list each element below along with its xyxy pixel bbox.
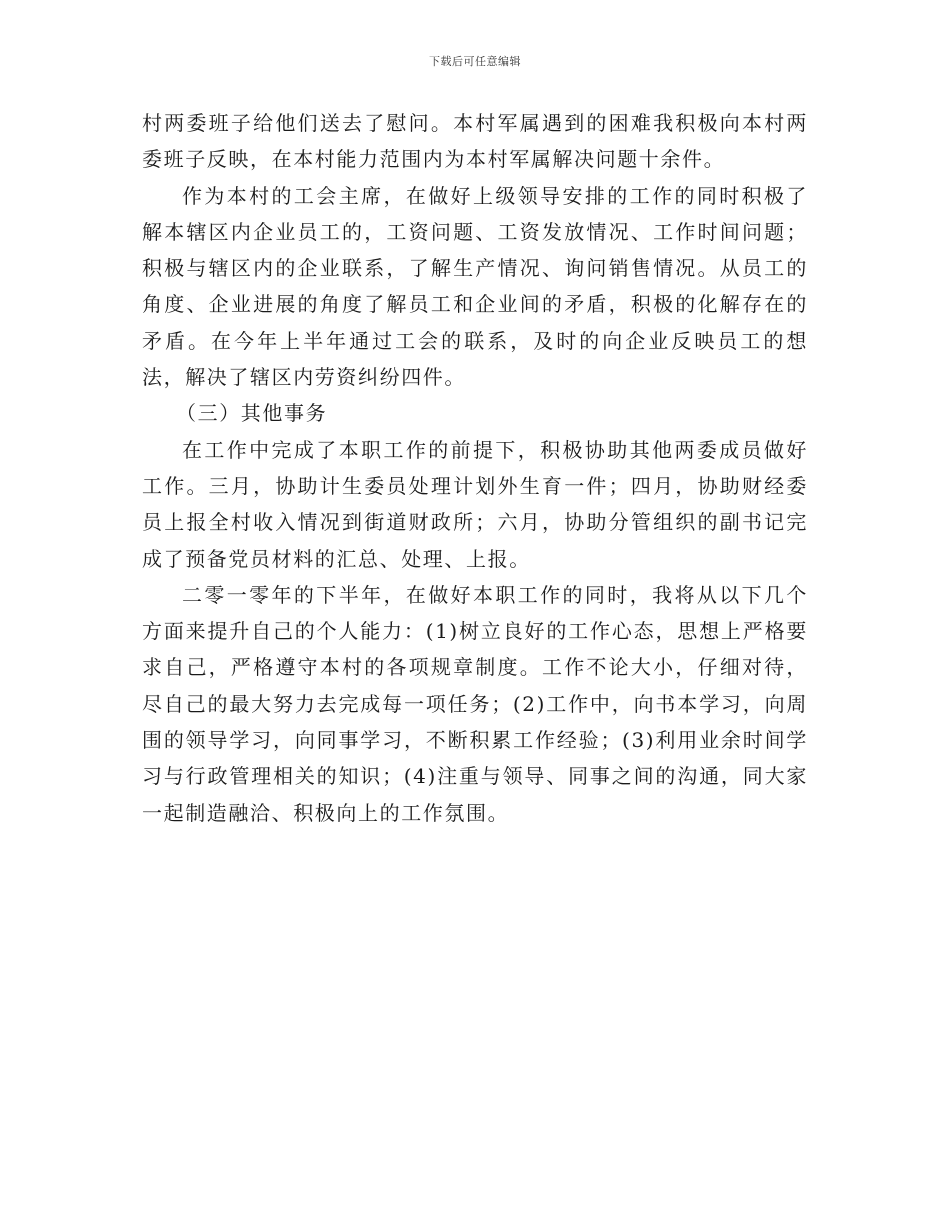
paragraph-assist-work: 在工作中完成了本职工作的前提下，积极协助其他两委成员做好工作。三月，协助计生委员处理计划外生育一件；四月，协助财经委员上报全村收入情况到街道财政所；六月，协助分管组织的副书记完成了预备党员材料的汇总、处理、上报。 (142, 437, 808, 571)
paragraph-union-chair: 作为本村的工会主席，在做好上级领导安排的工作的同时积极了解本辖区内企业员工的，工资问题、工资发放情况、工作时间问题；积极与辖区内的企业联系，了解生产情况、询问销售情况。从员工的角度、企业进展的角度了解员工和企业间的矛盾，积极的化解存在的矛盾。在今年上半年通过工会的联系，及时的向企业反映员工的想法，解决了辖区内劳资纠纷四件。 (142, 183, 808, 390)
page-header: 下载后可任意编辑 (429, 55, 521, 68)
paragraph-continuation: 村两委班子给他们送去了慰问。本村军属遇到的困难我积极向本村两委班子反映，在本村能力范围内为本村军属解决问题十余件。 (142, 111, 808, 172)
document-body (142, 105, 808, 831)
section-heading-other-affairs: （三）其他事务 (176, 401, 328, 426)
paragraph-second-half-plan: 二零一零年的下半年，在做好本职工作的同时，我将从以下几个方面来提升自己的个人能力：(1)树立良好的工作心态，思想上严格要求自己，严格遵守本村的各项规章制度。工作不论大小，仔细对待，尽自己的最大努力去完成每一项任务；(2)工作中，向书本学习，向周围的领导学习，向同事学习，不断积累工作经验；(3)利用业余时间学习与行政管理相关的知识；(4)注重与领导、同事之间的沟通，同大家一起制造融洽、积极向上的工作氛围。 (142, 582, 808, 825)
